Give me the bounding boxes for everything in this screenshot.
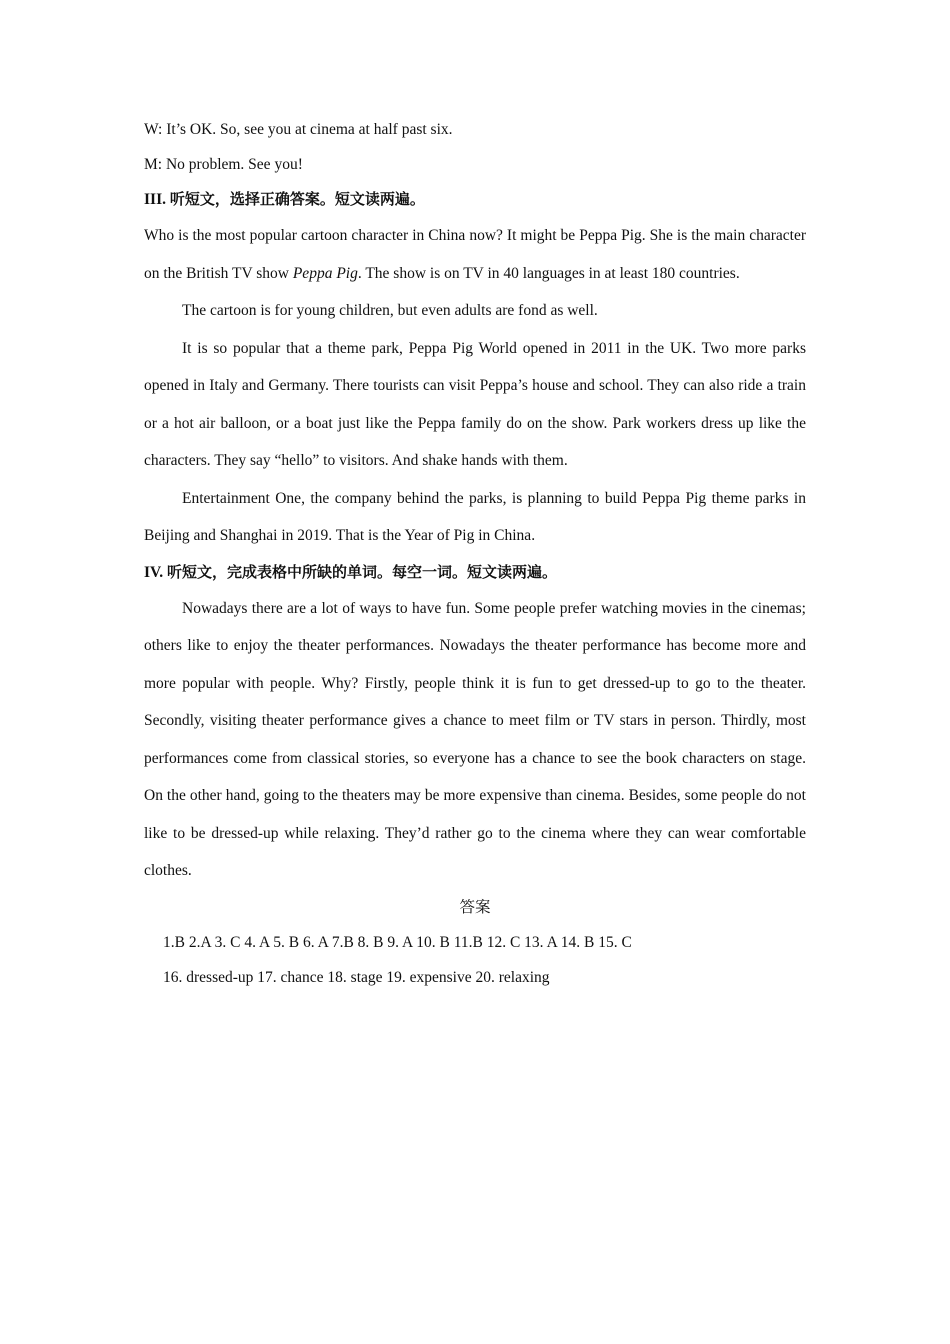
section-4-number: IV. [144, 563, 164, 581]
section-3-paragraph-2: The cartoon is for young children, but even adults are fond as well. [182, 302, 598, 319]
section-3-instruction: 听短文，选择正确答案。短文读两遍。 [169, 190, 425, 208]
dialogue-line-man: M: No problem. See you! [144, 156, 303, 173]
section-3-paragraph-1 [144, 217, 806, 292]
answers-line-1: 1.B 2.A 3. C 4. A 5. B 6. A 7.B 8. B 9. A 10. B 11.B 12. C 13. A 14. B 15. C [163, 933, 632, 951]
section-4-instruction: 听短文，完成表格中所缺的单词。每空一词。短文读两遍。 [166, 562, 557, 581]
section-4-paragraph-1: Nowadays there are a lot of ways to have fun. Some people prefer watching movies in the cinemas; others like to enjoy the theater performances. Nowadays the theater performance has become more and more popular with people. Why? Firstly, people think it is fun to get dressed-up to go to the theater. Secondly, visiting theater performance gives a chance to meet film or TV stars in person. Thirdly, most performances come from classical stories, so everyone has a chance to see the book characters on stage. On the other hand, going to the theaters may be more expensive than cinema. Besides, some people do not like to be dressed-up while relaxing. They’d rather go to the cinema where they can wear comfortable clothes. [144, 599, 806, 879]
document-page [144, 112, 806, 995]
section-3-number: III. [144, 191, 166, 208]
dialogue-line-woman: W: It’s OK. So, see you at cinema at half past six. [144, 121, 453, 138]
answers-title: 答案 [459, 897, 491, 916]
section-3-heading [144, 182, 806, 217]
show-title: Peppa Pig [292, 264, 358, 282]
answers-line-2: 16. dressed-up 17. chance 18. stage 19. expensive 20. relaxing [163, 968, 550, 986]
section-3-p1-start: Who is the most popular cartoon character in China now? It might be Peppa Pig. She is the main character on the British TV show [144, 227, 806, 282]
section-3-paragraph-4: Entertainment One, the company behind the parks, is planning to build Peppa Pig theme parks in Beijing and Shanghai in 2019. That is the Year of Pig in China. [144, 489, 806, 544]
section-3-p1-end: . The show is on TV in 40 languages in at least 180 countries. [357, 264, 740, 282]
section-3-paragraph-3: It is so popular that a theme park, Peppa Pig World opened in 2011 in the UK. Two more parks opened in Italy and Germany. There tourists can visit Peppa’s house and school. They can also ride a train or a hot air balloon, or a boat just like the Peppa family do on the show. Park workers dress up like the characters. They say “hello” to visitors. And shake hands with them. [144, 339, 806, 469]
section-4-heading [144, 555, 806, 590]
